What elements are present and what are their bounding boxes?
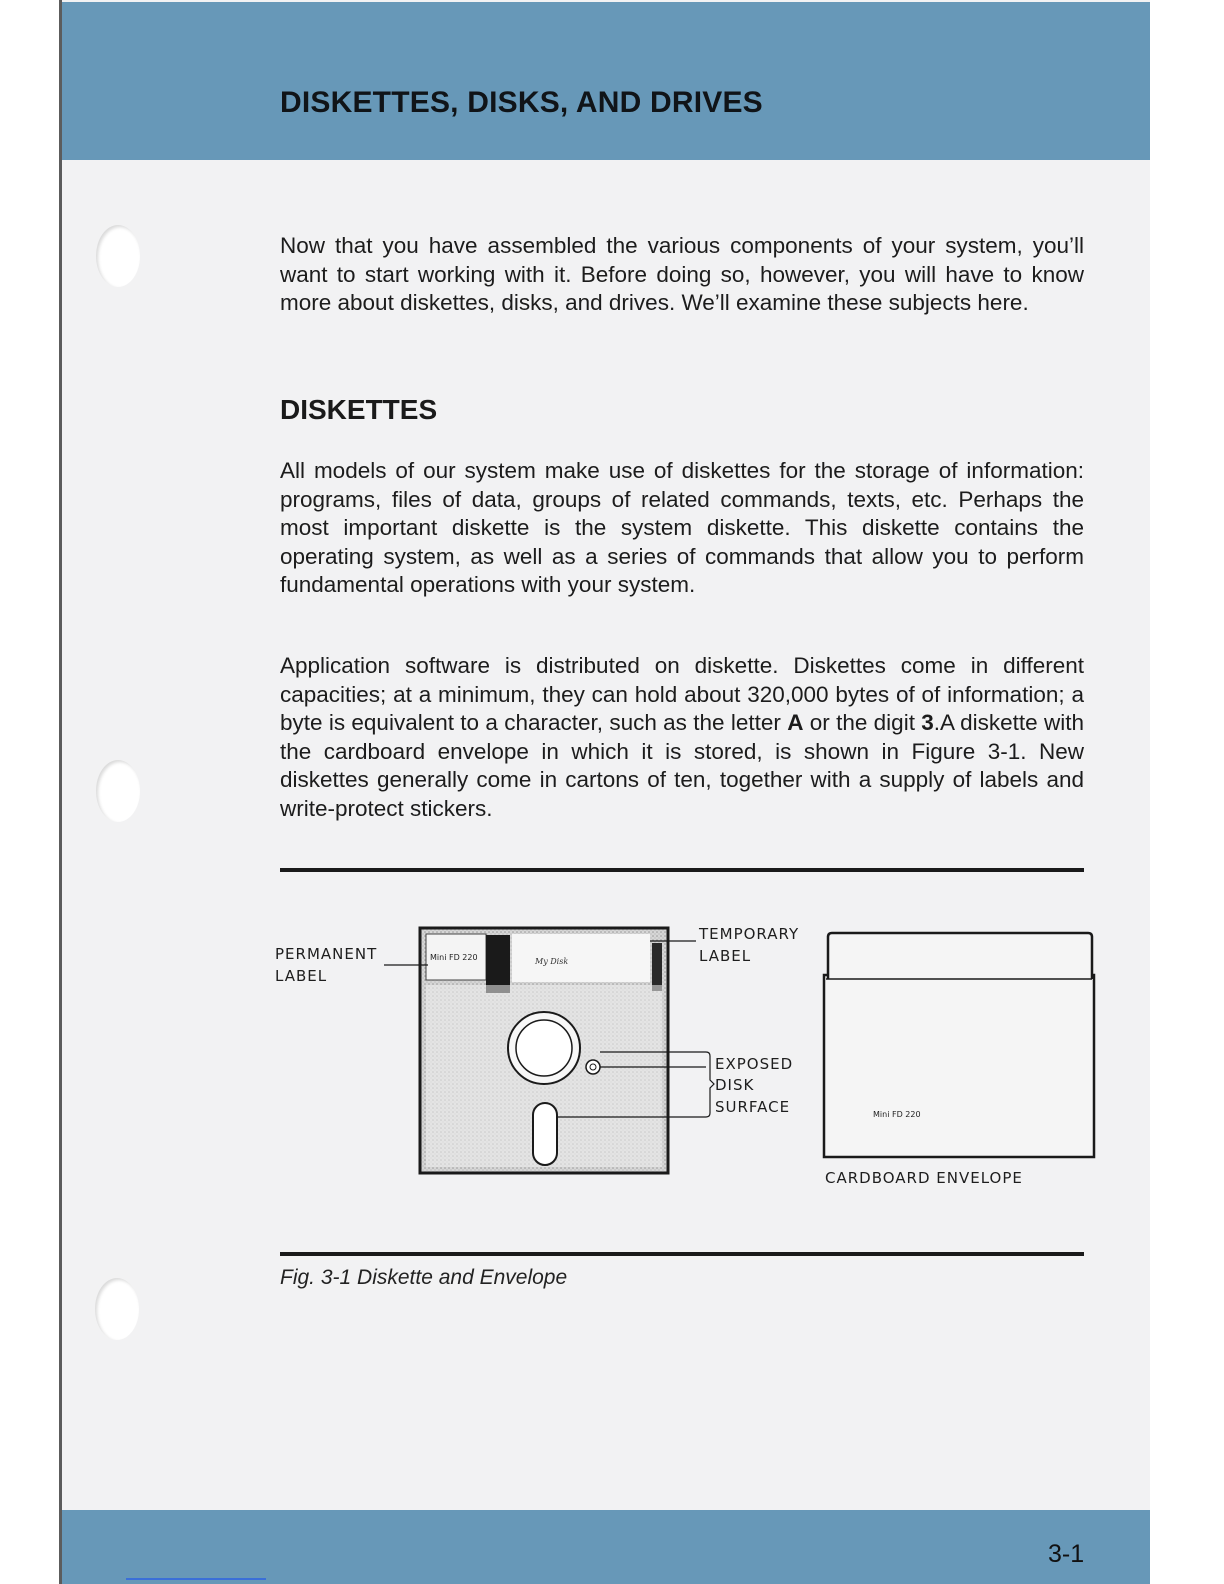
envelope-label-text: Mini FD 220	[873, 1110, 921, 1119]
exposed-caption-line1: EXPOSED	[715, 1055, 794, 1073]
figure-bottom-rule	[280, 1252, 1084, 1256]
page-number: 3-1	[1048, 1540, 1085, 1568]
figure-illustration	[260, 915, 1110, 1205]
permanent-label-caption-line1: PERMANENT	[275, 945, 378, 963]
punch-hole	[95, 1278, 139, 1340]
section-title: DISKETTES	[280, 394, 438, 425]
temporary-label-caption-line1: TEMPORARY	[699, 925, 800, 943]
diskette	[420, 928, 668, 1173]
scan-edge	[0, 0, 62, 1584]
side-notch	[652, 943, 662, 991]
hub-ring-inner	[516, 1020, 572, 1076]
envelope-caption: CARDBOARD ENVELOPE	[825, 1169, 1023, 1187]
header-band	[62, 2, 1150, 160]
write-protect-notch	[486, 935, 510, 993]
bold-digit: 3	[921, 710, 934, 735]
figure-top-rule	[280, 868, 1084, 872]
figure-caption: Fig. 3-1 Diskette and Envelope	[280, 1266, 568, 1289]
figure-diskette-envelope	[260, 915, 1110, 1205]
temporary-label-area	[512, 934, 650, 982]
envelope-flap	[828, 933, 1092, 979]
permanent-label-caption-line2: LABEL	[275, 967, 328, 985]
diskettes-paragraph-1: All models of our system make use of diskettes for the storage of information: programs, files of data, groups of related commands, texts, etc. Perhaps the most important diskette is the system diskette. This diskette contains the operating system, as well as a series of commands that allow you to perform fundamental operations with your system.	[280, 458, 1084, 597]
punch-hole	[96, 760, 140, 822]
punch-hole	[96, 225, 140, 287]
bold-letter: A	[787, 710, 804, 735]
head-slot	[533, 1103, 557, 1165]
footer-link-underline	[126, 1578, 266, 1580]
exposed-caption-line2: DISK	[715, 1076, 755, 1094]
cardboard-envelope	[824, 933, 1094, 1157]
paragraph-text: Application software is distributed on diskette. Diskettes come in different capacities; at a minimum, they can hold about 320,000 bytes of of information; a byte is equivalent to a character, such as the letter	[280, 653, 1084, 735]
permanent-label-text: Mini FD 220	[430, 953, 478, 962]
exposed-caption-line3: SURFACE	[715, 1098, 791, 1116]
intro-paragraph: Now that you have assembled the various components of your system, you’ll want to start working with it. Before doing so, however, you will have to know more about diskettes, disks, and drives. We’ll examine these subjects here.	[280, 233, 1084, 315]
paragraph-text: .A diskette with the cardboard envelope in which it is stored, is shown in Figure 3-1. New diskettes generally come in cartons of ten, together with a supply of labels and write-protect stickers.	[280, 710, 1084, 821]
diskettes-paragraph-2	[280, 652, 1084, 823]
envelope-body	[824, 975, 1094, 1157]
page-title: DISKETTES, DISKS, AND DRIVES	[280, 86, 763, 119]
footer-band	[62, 1510, 1150, 1584]
index-hole	[586, 1060, 600, 1074]
paragraph-text: or the digit	[803, 710, 922, 735]
temporary-label-caption-line2: LABEL	[699, 947, 752, 965]
temporary-label-text: My Disk	[535, 957, 569, 966]
